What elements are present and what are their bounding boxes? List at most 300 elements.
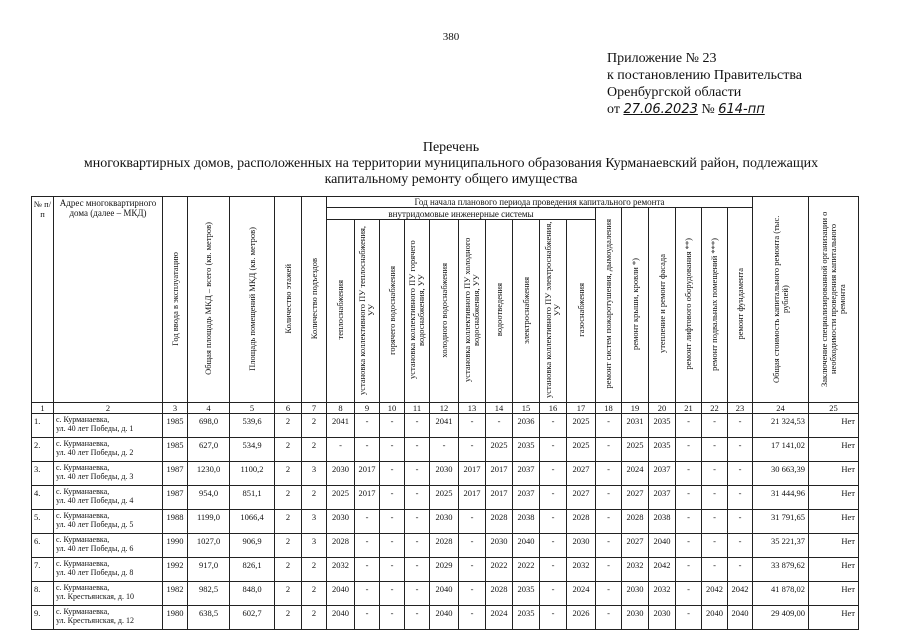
cell-c14: 2022	[486, 558, 513, 582]
cell-ent: 3	[302, 534, 327, 558]
col-num: 9	[355, 403, 380, 414]
header-c21: ремонт лифтового оборудования **)	[676, 208, 702, 403]
cell-concl: Нет	[809, 582, 859, 606]
cell-c8: 2025	[327, 486, 355, 510]
cell-n: 5.	[32, 510, 54, 534]
col-num: 21	[676, 403, 702, 414]
cell-c23: -	[728, 510, 753, 534]
title-line-2: многоквартирных домов, расположенных на территории муниципального образования Курманаевский район, подлежащих	[83, 156, 819, 171]
cell-c19: 2027	[622, 534, 649, 558]
col-num: 24	[753, 403, 809, 414]
cell-c15: 2036	[513, 414, 540, 438]
cell-c11: -	[405, 558, 430, 582]
cell-ent: 3	[302, 510, 327, 534]
column-number-row	[32, 403, 859, 414]
number-prefix: №	[701, 102, 715, 117]
cell-c12: 2025	[430, 486, 459, 510]
cell-concl: Нет	[809, 462, 859, 486]
cell-c19: 2031	[622, 414, 649, 438]
cell-cost: 31 444,96	[753, 486, 809, 510]
col-num: 6	[275, 403, 302, 414]
cell-c12: 2029	[430, 558, 459, 582]
cell-floors: 2	[275, 414, 302, 438]
cell-cost: 21 324,53	[753, 414, 809, 438]
cell-address	[54, 486, 163, 510]
col-num: 5	[230, 403, 275, 414]
header-premises-area: Площадь помещений МКД (кв. метров)	[230, 197, 275, 403]
address-line-2: ул. 40 лет Победы, д. 8	[56, 568, 134, 577]
cell-c13: -	[459, 558, 486, 582]
header-c23: ремонт фундамента	[728, 208, 753, 403]
table-row	[32, 534, 859, 558]
cell-c11: -	[405, 462, 430, 486]
cell-c10: -	[380, 534, 405, 558]
cell-c19: 2027	[622, 486, 649, 510]
header-total-cost: Общая стоимость капитального ремонта (тыс. рублей)	[753, 197, 809, 403]
document-title	[0, 140, 902, 188]
col-num: 25	[809, 403, 859, 414]
header-address: Адрес многоквартирного дома (далее – МКД)	[54, 197, 163, 403]
cell-ent: 3	[302, 462, 327, 486]
cell-c14: 2017	[486, 486, 513, 510]
cell-n: 7.	[32, 558, 54, 582]
cell-c11: -	[405, 414, 430, 438]
col-num: 14	[486, 403, 513, 414]
cell-c9: -	[355, 438, 380, 462]
header-c19: ремонт крыши, кровли *)	[622, 208, 649, 403]
cell-c13: -	[459, 438, 486, 462]
cell-c23: -	[728, 534, 753, 558]
cell-c15: 2035	[513, 606, 540, 630]
cell-c10: -	[380, 606, 405, 630]
cell-c12: 2041	[430, 414, 459, 438]
date-prefix: от	[607, 102, 620, 117]
cell-year: 1987	[163, 462, 188, 486]
cell-total: 698,0	[188, 414, 230, 438]
col-num: 19	[622, 403, 649, 414]
cell-c19: 2032	[622, 558, 649, 582]
cell-c21: -	[676, 510, 702, 534]
cell-c20: 2035	[649, 414, 676, 438]
handwritten-number: 614-пп	[718, 102, 765, 117]
address-line-2: ул. Крестьянская, д. 12	[56, 616, 134, 625]
cell-cost: 41 878,02	[753, 582, 809, 606]
cell-c18: -	[596, 486, 622, 510]
cell-c23: -	[728, 558, 753, 582]
cell-c16: -	[540, 438, 567, 462]
cell-cost: 17 141,02	[753, 438, 809, 462]
cell-c12: 2040	[430, 606, 459, 630]
address-line-1: с. Курманаевка,	[56, 535, 110, 544]
header-c14: водоотведения	[486, 220, 513, 403]
header-c13: установка коллективного ПУ холодного водоснабжения, УУ	[459, 220, 486, 403]
cell-c21: -	[676, 486, 702, 510]
title-line-3: капитальному ремонту общего имущества	[324, 172, 578, 187]
cell-prem: 826,1	[230, 558, 275, 582]
cell-prem: 534,9	[230, 438, 275, 462]
header-total-area: Общая площадь МКД – всего (кв. метров)	[188, 197, 230, 403]
cell-c12: 2030	[430, 510, 459, 534]
cell-concl: Нет	[809, 534, 859, 558]
cell-c15: 2037	[513, 486, 540, 510]
cell-c15: 2035	[513, 438, 540, 462]
cell-c16: -	[540, 486, 567, 510]
col-num: 20	[649, 403, 676, 414]
address-line-2: ул. 40 лет Победы, д. 1	[56, 424, 134, 433]
cell-c17: 2025	[567, 438, 596, 462]
cell-c14: 2025	[486, 438, 513, 462]
cell-c23: -	[728, 462, 753, 486]
cell-year: 1992	[163, 558, 188, 582]
cell-address	[54, 510, 163, 534]
cell-c17: 2027	[567, 462, 596, 486]
cell-c16: -	[540, 606, 567, 630]
cell-c19: 2030	[622, 606, 649, 630]
cell-c23: -	[728, 414, 753, 438]
cell-c9: -	[355, 558, 380, 582]
cell-prem: 1066,4	[230, 510, 275, 534]
cell-c9: -	[355, 414, 380, 438]
cell-ent: 2	[302, 438, 327, 462]
cell-c21: -	[676, 462, 702, 486]
cell-c20: 2032	[649, 582, 676, 606]
cell-year: 1985	[163, 414, 188, 438]
address-line-1: с. Курманаевка,	[56, 559, 110, 568]
table-row	[32, 558, 859, 582]
cell-c16: -	[540, 414, 567, 438]
header-c8: теплоснабжения	[327, 220, 355, 403]
col-num: 11	[405, 403, 430, 414]
cell-c18: -	[596, 582, 622, 606]
cell-year: 1985	[163, 438, 188, 462]
cell-c9: -	[355, 606, 380, 630]
header-c17: газоснабжения	[567, 220, 596, 403]
col-num: 12	[430, 403, 459, 414]
cell-c12: 2030	[430, 462, 459, 486]
header-conclusion: Заключение специализированной организации о необходимости проведения капитального ремонта	[809, 197, 859, 403]
cell-ent: 2	[302, 486, 327, 510]
cell-total: 982,5	[188, 582, 230, 606]
table-row	[32, 462, 859, 486]
table-row	[32, 582, 859, 606]
cell-total: 1027,0	[188, 534, 230, 558]
cell-year: 1990	[163, 534, 188, 558]
col-num: 8	[327, 403, 355, 414]
cell-floors: 2	[275, 462, 302, 486]
col-num: 18	[596, 403, 622, 414]
header-num: № п/п	[32, 197, 54, 403]
cell-c9: -	[355, 582, 380, 606]
cell-c13: 2017	[459, 462, 486, 486]
header-c18: ремонт систем пожаротушения, дымоудаления	[596, 208, 622, 403]
cell-c8: 2040	[327, 582, 355, 606]
cell-n: 6.	[32, 534, 54, 558]
cell-c18: -	[596, 534, 622, 558]
cell-total: 954,0	[188, 486, 230, 510]
cell-year: 1988	[163, 510, 188, 534]
cell-c10: -	[380, 486, 405, 510]
appendix-line-2: к постановлению Правительства	[607, 68, 803, 83]
cell-c14: 2017	[486, 462, 513, 486]
cell-c21: -	[676, 414, 702, 438]
cell-c8: 2030	[327, 462, 355, 486]
cell-c8: 2040	[327, 606, 355, 630]
cell-c10: -	[380, 510, 405, 534]
cell-c20: 2040	[649, 534, 676, 558]
cell-c21: -	[676, 558, 702, 582]
cell-address	[54, 582, 163, 606]
cell-ent: 2	[302, 414, 327, 438]
cell-c17: 2024	[567, 582, 596, 606]
cell-c11: -	[405, 510, 430, 534]
cell-c14: 2024	[486, 606, 513, 630]
cell-floors: 2	[275, 510, 302, 534]
cell-ent: 2	[302, 606, 327, 630]
cell-c22: -	[702, 462, 728, 486]
cell-address	[54, 438, 163, 462]
cell-c19: 2030	[622, 582, 649, 606]
cell-c21: -	[676, 606, 702, 630]
cell-year: 1982	[163, 582, 188, 606]
cell-address	[54, 534, 163, 558]
cell-c13: 2017	[459, 486, 486, 510]
cell-c17: 2028	[567, 510, 596, 534]
address-line-1: с. Курманаевка,	[56, 487, 110, 496]
cell-c16: -	[540, 582, 567, 606]
cell-concl: Нет	[809, 438, 859, 462]
address-line-1: с. Курманаевка,	[56, 511, 110, 520]
cell-c16: -	[540, 534, 567, 558]
appendix-line-1: Приложение № 23	[607, 51, 717, 66]
address-line-1: с. Курманаевка,	[56, 439, 110, 448]
header-c16: установка коллективного ПУ электроснабжения, УУ	[540, 220, 567, 403]
cell-prem: 848,0	[230, 582, 275, 606]
address-line-2: ул. 40 лет Победы, д. 5	[56, 520, 134, 529]
cell-floors: 2	[275, 558, 302, 582]
table-body	[32, 414, 859, 630]
cell-c20: 2030	[649, 606, 676, 630]
cell-c13: -	[459, 534, 486, 558]
cell-c17: 2032	[567, 558, 596, 582]
cell-c18: -	[596, 510, 622, 534]
cell-c19: 2024	[622, 462, 649, 486]
cell-c8: 2032	[327, 558, 355, 582]
cell-c9: -	[355, 534, 380, 558]
cell-c12: -	[430, 438, 459, 462]
table-row	[32, 414, 859, 438]
header-year: Год ввода в эксплуатацию	[163, 197, 188, 403]
cell-prem: 539,6	[230, 414, 275, 438]
cell-c10: -	[380, 462, 405, 486]
cell-n: 3.	[32, 462, 54, 486]
header-c22: ремонт подвальных помещений ***)	[702, 208, 728, 403]
cell-c22: 2042	[702, 582, 728, 606]
cell-cost: 29 409,00	[753, 606, 809, 630]
col-num: 16	[540, 403, 567, 414]
header-c15: электроснабжения	[513, 220, 540, 403]
header-c20: утепление и ремонт фасада	[649, 208, 676, 403]
appendix-date-line	[607, 101, 802, 118]
col-num: 15	[513, 403, 540, 414]
cell-c14: 2028	[486, 582, 513, 606]
cell-cost: 33 879,62	[753, 558, 809, 582]
header-c12: холодного водоснабжения	[430, 220, 459, 403]
cell-c18: -	[596, 558, 622, 582]
col-num: 4	[188, 403, 230, 414]
col-num: 22	[702, 403, 728, 414]
cell-c22: -	[702, 534, 728, 558]
cell-c20: 2037	[649, 486, 676, 510]
header-floors: Количество этажей	[275, 197, 302, 403]
cell-c15: 2038	[513, 510, 540, 534]
table-row	[32, 438, 859, 462]
header-c9: установка коллективного ПУ теплоснабжения, УУ	[355, 220, 380, 403]
cell-c21: -	[676, 438, 702, 462]
cell-c18: -	[596, 438, 622, 462]
header-engineering-systems: внутридомовые инженерные системы	[327, 208, 596, 220]
cell-ent: 2	[302, 558, 327, 582]
cell-c8: 2028	[327, 534, 355, 558]
cell-n: 2.	[32, 438, 54, 462]
cell-concl: Нет	[809, 510, 859, 534]
col-num: 23	[728, 403, 753, 414]
col-num: 1	[32, 403, 54, 414]
cell-c15: 2037	[513, 462, 540, 486]
cell-c8: 2030	[327, 510, 355, 534]
cell-c13: -	[459, 414, 486, 438]
cell-c12: 2028	[430, 534, 459, 558]
cell-c21: -	[676, 534, 702, 558]
address-line-2: ул. 40 лет Победы, д. 3	[56, 472, 134, 481]
cell-c16: -	[540, 558, 567, 582]
cell-c20: 2042	[649, 558, 676, 582]
address-line-1: с. Курманаевка,	[56, 415, 110, 424]
table-row	[32, 486, 859, 510]
cell-c14: -	[486, 414, 513, 438]
appendix-line-3: Оренбургской области	[607, 85, 742, 100]
cell-floors: 2	[275, 606, 302, 630]
cell-c11: -	[405, 534, 430, 558]
cell-c22: -	[702, 414, 728, 438]
cell-c13: -	[459, 510, 486, 534]
cell-c17: 2025	[567, 414, 596, 438]
cell-cost: 31 791,65	[753, 510, 809, 534]
address-line-2: ул. Крестьянская, д. 10	[56, 592, 134, 601]
address-line-2: ул. 40 лет Победы, д. 6	[56, 544, 134, 553]
cell-n: 1.	[32, 414, 54, 438]
address-line-1: с. Курманаевка,	[56, 463, 110, 472]
cell-c14: 2030	[486, 534, 513, 558]
cell-c10: -	[380, 438, 405, 462]
title-line-1: Перечень	[422, 140, 480, 155]
cell-c11: -	[405, 486, 430, 510]
cell-c15: 2022	[513, 558, 540, 582]
cell-c22: -	[702, 486, 728, 510]
cell-c11: -	[405, 606, 430, 630]
cell-floors: 2	[275, 486, 302, 510]
cell-ent: 2	[302, 582, 327, 606]
cell-prem: 602,7	[230, 606, 275, 630]
address-line-2: ул. 40 лет Победы, д. 4	[56, 496, 134, 505]
cell-c17: 2030	[567, 534, 596, 558]
cell-total: 1230,0	[188, 462, 230, 486]
cell-total: 1199,0	[188, 510, 230, 534]
col-num: 3	[163, 403, 188, 414]
cell-c20: 2038	[649, 510, 676, 534]
cell-c11: -	[405, 438, 430, 462]
page-number: 380	[442, 31, 460, 43]
cell-floors: 2	[275, 534, 302, 558]
cell-c16: -	[540, 510, 567, 534]
cell-c22: -	[702, 558, 728, 582]
cell-cost: 30 663,39	[753, 462, 809, 486]
address-line-2: ул. 40 лет Победы, д. 2	[56, 448, 134, 457]
cell-c10: -	[380, 582, 405, 606]
cell-c17: 2027	[567, 486, 596, 510]
cell-c20: 2037	[649, 462, 676, 486]
cell-c9: 2017	[355, 462, 380, 486]
header-entrances: Количество подъездов	[302, 197, 327, 403]
cell-c13: -	[459, 606, 486, 630]
cell-c20: 2035	[649, 438, 676, 462]
col-num: 2	[54, 403, 163, 414]
repair-table	[31, 196, 859, 630]
cell-c21: -	[676, 582, 702, 606]
cell-prem: 851,1	[230, 486, 275, 510]
cell-c18: -	[596, 606, 622, 630]
cell-c18: -	[596, 462, 622, 486]
cell-n: 4.	[32, 486, 54, 510]
cell-floors: 2	[275, 438, 302, 462]
cell-c22: -	[702, 438, 728, 462]
cell-concl: Нет	[809, 414, 859, 438]
cell-floors: 2	[275, 582, 302, 606]
table-row	[32, 510, 859, 534]
cell-c12: 2040	[430, 582, 459, 606]
header-plan-period: Год начала планового периода проведения капитального ремонта	[327, 197, 753, 208]
col-num: 13	[459, 403, 486, 414]
cell-c18: -	[596, 414, 622, 438]
col-num: 7	[302, 403, 327, 414]
cell-concl: Нет	[809, 606, 859, 630]
col-num: 17	[567, 403, 596, 414]
cell-c23: -	[728, 486, 753, 510]
col-num: 10	[380, 403, 405, 414]
cell-c17: 2026	[567, 606, 596, 630]
cell-c23: -	[728, 438, 753, 462]
cell-c9: -	[355, 510, 380, 534]
cell-year: 1980	[163, 606, 188, 630]
cell-c8: -	[327, 438, 355, 462]
cell-cost: 35 221,37	[753, 534, 809, 558]
cell-address	[54, 414, 163, 438]
cell-total: 627,0	[188, 438, 230, 462]
cell-c15: 2035	[513, 582, 540, 606]
cell-total: 917,0	[188, 558, 230, 582]
cell-c19: 2025	[622, 438, 649, 462]
appendix-block	[607, 50, 802, 118]
cell-year: 1987	[163, 486, 188, 510]
cell-concl: Нет	[809, 558, 859, 582]
cell-prem: 1100,2	[230, 462, 275, 486]
cell-prem: 906,9	[230, 534, 275, 558]
table-row	[32, 606, 859, 630]
cell-c22: -	[702, 510, 728, 534]
header-c11: установка коллективного ПУ горячего водоснабжения, УУ	[405, 220, 430, 403]
cell-concl: Нет	[809, 486, 859, 510]
cell-c19: 2028	[622, 510, 649, 534]
cell-c23: 2042	[728, 582, 753, 606]
